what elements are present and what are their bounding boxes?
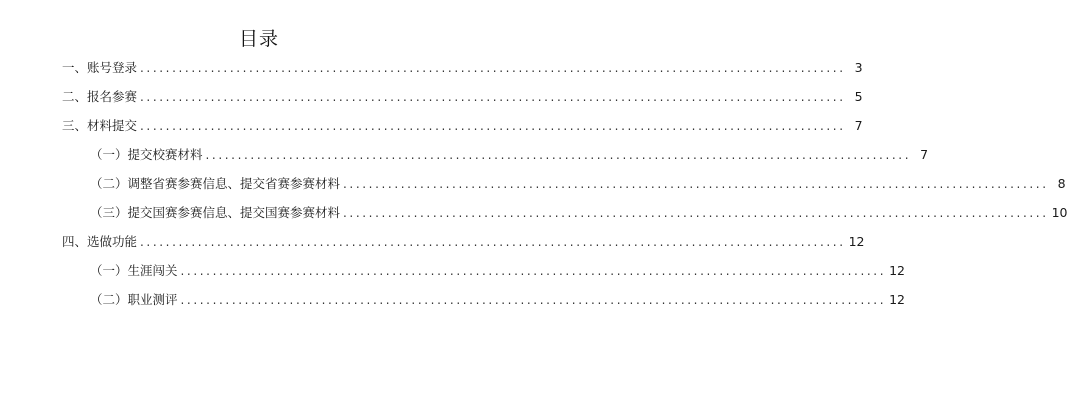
toc-dot-leader: .............................................................................................................. — [140, 61, 846, 75]
toc-dot-leader: .............................................................................................................. — [140, 119, 846, 133]
toc-page-number: 10 — [1051, 205, 1068, 220]
toc-page-number: 3 — [854, 60, 863, 75]
toc-entry-account-login[interactable] — [62, 57, 863, 77]
toc-entry-label: （三）提交国赛参赛信息、提交国赛参赛材料 — [90, 205, 341, 220]
toc-page-number: 8 — [1057, 176, 1066, 191]
toc-dot-leader: .............................................................................................................. — [205, 148, 912, 162]
toc-entry-label: 二、报名参赛 — [62, 89, 138, 104]
toc-entry-career-assessment[interactable] — [90, 289, 906, 309]
toc-entry-label: 一、账号登录 — [62, 60, 138, 75]
toc-dot-leader: .............................................................................................................. — [180, 264, 887, 278]
toc-dot-leader: .............................................................................................................. — [343, 177, 1049, 191]
toc-entry-school-materials[interactable] — [90, 144, 929, 164]
toc-page-number: 12 — [889, 292, 906, 307]
toc-page-number: 7 — [920, 147, 929, 162]
toc-entry-national-materials[interactable] — [90, 202, 1068, 222]
toc-entry-label: （一）提交校赛材料 — [90, 147, 203, 162]
toc-dot-leader: .............................................................................................................. — [343, 206, 1049, 220]
toc-entry-label: （二）职业测评 — [90, 292, 178, 307]
toc-page-number: 12 — [848, 234, 865, 249]
toc-page-number: 7 — [854, 118, 863, 133]
toc-entry-label: 三、材料提交 — [62, 118, 138, 133]
toc-entry-registration[interactable] — [62, 86, 863, 106]
toc-dot-leader: .............................................................................................................. — [180, 293, 887, 307]
toc-title: 目录 — [238, 28, 279, 50]
toc-entry-optional-features[interactable] — [62, 231, 865, 251]
toc-page-number: 12 — [889, 263, 906, 278]
toc-entry-label: 四、选做功能 — [62, 234, 138, 249]
toc-dot-leader: .............................................................................................................. — [140, 235, 846, 249]
toc-page-number: 5 — [854, 89, 863, 104]
toc-entry-material-submission[interactable] — [62, 115, 863, 135]
toc-entry-label: （二）调整省赛参赛信息、提交省赛参赛材料 — [90, 176, 341, 191]
toc-entry-label: （一）生涯闯关 — [90, 263, 178, 278]
toc-dot-leader: .............................................................................................................. — [140, 90, 846, 104]
toc-entry-career-challenge[interactable] — [90, 260, 906, 280]
toc-entry-provincial-materials[interactable] — [90, 173, 1066, 193]
